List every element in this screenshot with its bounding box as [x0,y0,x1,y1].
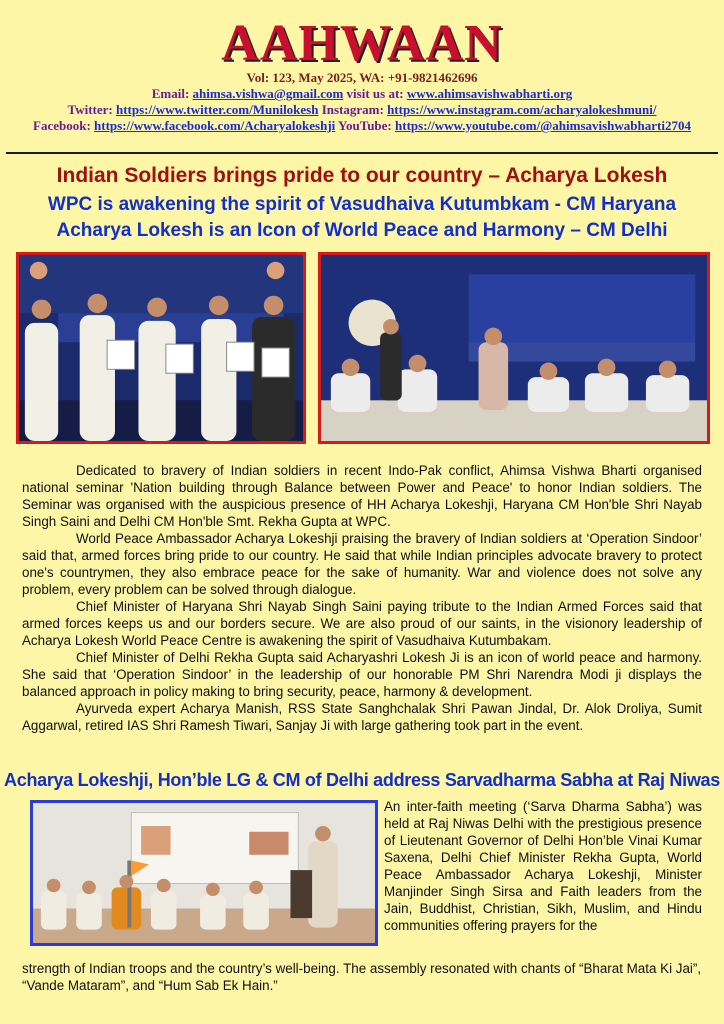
article-paragraph: World Peace Ambassador Acharya Lokeshji praising the bravery of Indian soldiers at ‘Operation Sindoor’ said that, armed forces bring pride to our country. He said that while Indian principles advocate bravery to protect one's countrymen, they also embrace peace for the sake of humanity. War and violence does not solve any problem, every problem can be solved through dialogue. [22,531,702,597]
email-label: Email: [151,86,190,101]
event-photo-seminar-stage [318,252,710,444]
masthead-divider [6,152,718,154]
sub-headline-2: Acharya Lokesh is an Icon of World Peace and Harmony – CM Delhi [56,220,668,241]
article-paragraph: Chief Minister of Haryana Shri Nayab Singh Saini paying tribute to the Indian Armed Forces said that armed forces keeps us and our borders secure. We are also proud of our saints, in the visionory leadership of Acharya Lokesh World Peace Centre is awakening the spirit of Vasudhaiva Kutumbakam. [22,599,702,648]
article-body [22,462,702,734]
event-photo-raj-niwas [30,800,378,946]
article-paragraph: Chief Minister of Delhi Rekha Gupta said Acharyashri Lokesh Ji is an icon of world peace and harmony. She said that ‘Operation Sindoor’ in the leadership of our honorable PM Shri Narendra Modi ji displays the balanced approach in policy making to bring security, peace, harmony & development. [22,650,702,699]
visit-label: visit us at: [346,86,404,101]
instagram-label: Instagram: [321,102,384,117]
issue-line: Vol: 123, May 2025, WA: +91-9821462696 [246,70,478,85]
article-paragraph: Ayurveda expert Acharya Manish, RSS State Sanghchalak Shri Pawan Jindal, Dr. Alok Droliya, Sumit Aggarwal, retired IAS Shri Ramesh Tiwari, Sanjay Ji with large gathering took part in the event. [22,701,702,733]
contact-line [0,86,724,102]
youtube-label: YouTube: [338,118,392,133]
facebook-link[interactable]: https://www.facebook.com/Acharyalokeshji [94,118,336,133]
masthead [0,15,724,134]
newsletter-title: AAHWAAN [221,15,503,72]
social-line-2 [0,118,724,134]
facebook-label: Facebook: [33,118,91,133]
website-link[interactable]: www.ahimsavishwabharti.org [406,86,573,101]
twitter-link[interactable]: https://www.twitter.com/Munilokesh [116,102,319,117]
email-link[interactable]: ahimsa.vishwa@gmail.com [192,86,344,101]
youtube-link[interactable]: https://www.youtube.com/@ahimsavishwabharti2704 [395,118,691,133]
social-line-1 [0,102,724,118]
instagram-link[interactable]: https://www.instagram.com/acharyalokeshmuni/ [387,102,657,117]
twitter-label: Twitter: [67,102,113,117]
event-photo-book-release [16,252,306,444]
second-headline: Acharya Lokeshji, Hon’ble LG & CM of Delhi address Sarvadharma Sabha at Raj Niwas [4,770,720,790]
sub-headline-1: WPC is awakening the spirit of Vasudhaiva Kutumbkam - CM Haryana [47,194,677,215]
second-article-bottom-text: strength of Indian troops and the country’s well-being. The assembly resonated with chants of “Bharat Mata Ki Jai”, “Vande Mataram”, and “Hum Sab Ek Hain.” [22,961,702,993]
article-paragraph: Dedicated to bravery of Indian soldiers in recent Indo-Pak conflict, Ahimsa Vishwa Bharti organised national seminar 'Nation building through Balance between Power and Peace' to honor Indian soldiers. The Seminar was organised with the auspicious presence of HH Acharya Lokeshji, Haryana CM Hon'ble Shri Nayab Singh Saini and Delhi CM Hon'ble Smt. Rekha Gupta at WPC. [22,463,702,529]
main-headline: Indian Soldiers brings pride to our country – Acharya Lokesh [56,164,668,187]
second-article-side-text: An inter-faith meeting (‘Sarva Dharma Sabha’) was held at Raj Niwas Delhi with the prestigious presence of Lieutenant Governor of Delhi Hon’ble Vinai Kumar Saxena, Delhi Chief Minister Rekha Gupta, World Peace Ambassador Acharya Lokeshji, Minister Manjinder Singh Sirsa and Faith leaders from the Jain, Buddhist, Christian, Sikh, Muslim, and Hindu communities offering prayers for the [384,799,702,933]
